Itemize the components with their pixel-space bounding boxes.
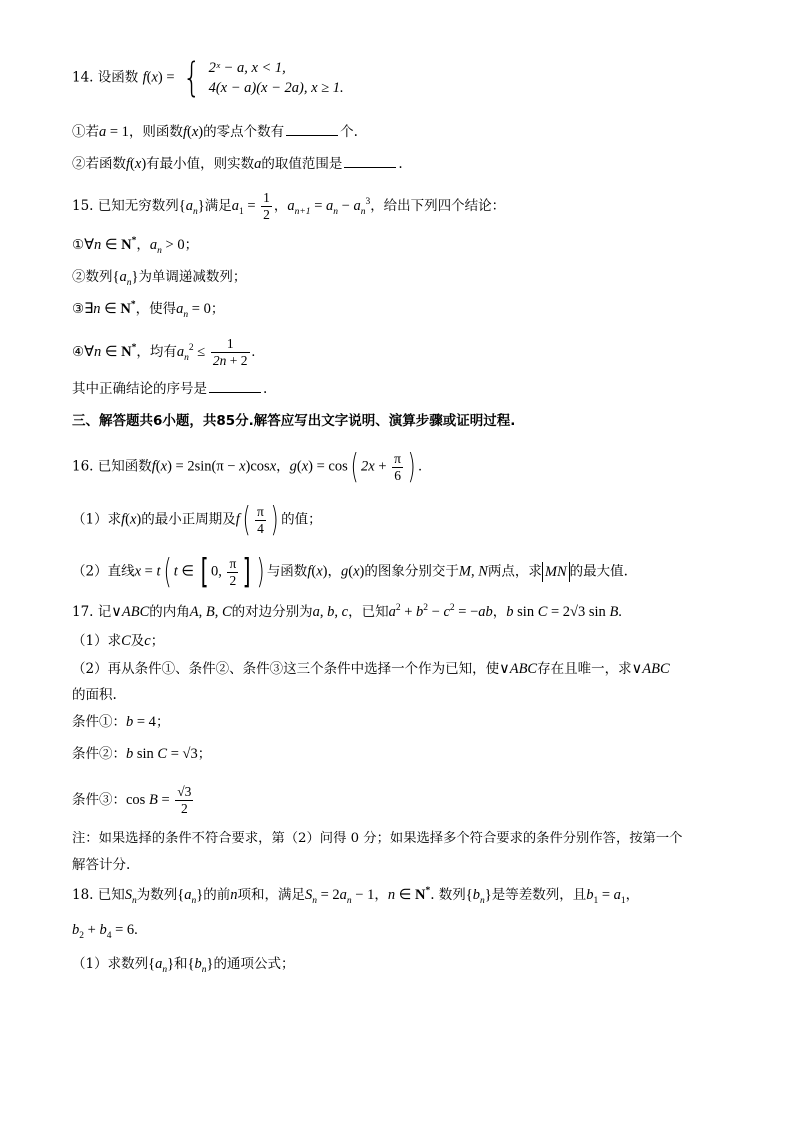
- q14-brace: {: [182, 55, 201, 101]
- q14-row1: 2ˣ − a, x < 1,: [208, 60, 286, 76]
- answer-blank: [286, 123, 338, 136]
- q14-part2: ②若函数f(x)有最小值，则实数a的取值范围是 .: [72, 156, 403, 172]
- q17-part1: （1）求C及c；: [72, 633, 165, 649]
- q14-row2: 4(x − a)(x − 2a), x ≥ 1.: [208, 80, 344, 96]
- answer-blank: [344, 155, 396, 168]
- q17-note-cont: 解答计分.: [72, 857, 131, 873]
- q15-conclusion-2: ②数列$\{a_n\}$为单调递减数列；: [72, 269, 247, 288]
- q18-stem-cont: $b_2 + b_4 = 6$.: [72, 922, 138, 941]
- q14-definition: 14. 设函数 f(x) = { 2ˣ − a, x < 1, 4(x − a)(x − 2a), x ≥ 1.: [72, 55, 344, 101]
- q14-fx: f: [142, 69, 147, 86]
- q17-stem: 17. 记∨ABC的内角A, B, C的对边分别为a, b, c，已知$a^2 + b^2 - c^2 = -ab$，b sin C = 2√3 sin B.: [72, 603, 622, 620]
- q15-answer: 其中正确结论的序号是 .: [72, 381, 268, 397]
- q18-stem: 18. 已知$S_n$为数列$\{a_n\}$的前n项和，满足$S_n = 2a_n - 1$，n ∈ N*. 数列$\{b_n\}$是等差数列，且$b_1 = a_1$，: [72, 886, 640, 906]
- q17-condition-1: 条件①：b = 4；: [72, 714, 170, 730]
- section-heading: 三、解答题共6小题，共85分.解答应写出文字说明、演算步骤或证明过程.: [72, 413, 516, 429]
- q15-conclusion-3: ③∃n ∈ N*，使得$a_n = 0$；: [72, 300, 225, 320]
- q16-part2: （2）直线x = t( t ∈ [ 0, $\frac{\pi}{2}$ ] ) 与函数f(x)，g(x)的图象分别交于M, N两点，求 MN 的最大值.: [72, 552, 628, 592]
- q14-piecewise: [209, 58, 344, 98]
- q17-part2-cont: 的面积.: [72, 687, 117, 703]
- q17-note: 注：如果选择的条件不符合要求，第（2）问得 0 分；如果选择多个符合要求的条件分别作答，按第一个: [72, 831, 683, 846]
- answer-blank: [209, 380, 261, 393]
- q14-part1: ①若a = 1，则函数f(x)的零点个数有 个.: [72, 124, 358, 140]
- q16-part1: （1）求f(x)的最小正周期及f( $\frac{\pi}{4}$ ) 的值；: [72, 500, 322, 540]
- q15-stem: 15. 已知无穷数列$\{a_n\}$满足$a_1$ = $\frac{1}{2}$ ，$a_{n+1} = a_n - a_n^3$，给出下列四个结论：: [72, 190, 506, 222]
- q16-stem: 16. 已知函数f(x) = 2sin(π − x)cosx，g(x) = cos( 2x + $\frac{\pi}{6}$ ) .: [72, 447, 422, 487]
- q17-condition-3: 条件③：cos B = $\frac{√3}{2}$: [72, 784, 192, 816]
- q14-prefix: 14. 设函数: [72, 69, 139, 86]
- q17-part2: （2）再从条件①、条件②、条件③这三个条件中选择一个作为已知，使∨ABC存在且唯一，求∨ABC: [72, 661, 670, 677]
- q17-condition-2: 条件②：b sin C = √3；: [72, 746, 212, 762]
- q18-part1: （1）求数列$\{a_n\}$和$\{b_n\}$的通项公式；: [72, 956, 295, 975]
- q15-conclusion-4: ④∀n ∈ N*，均有$a_n^2$ ≤ $\frac{1}{2n + 2}$ .: [72, 336, 256, 368]
- q15-conclusion-1: ①∀n ∈ N*，$a_n > 0$；: [72, 236, 199, 256]
